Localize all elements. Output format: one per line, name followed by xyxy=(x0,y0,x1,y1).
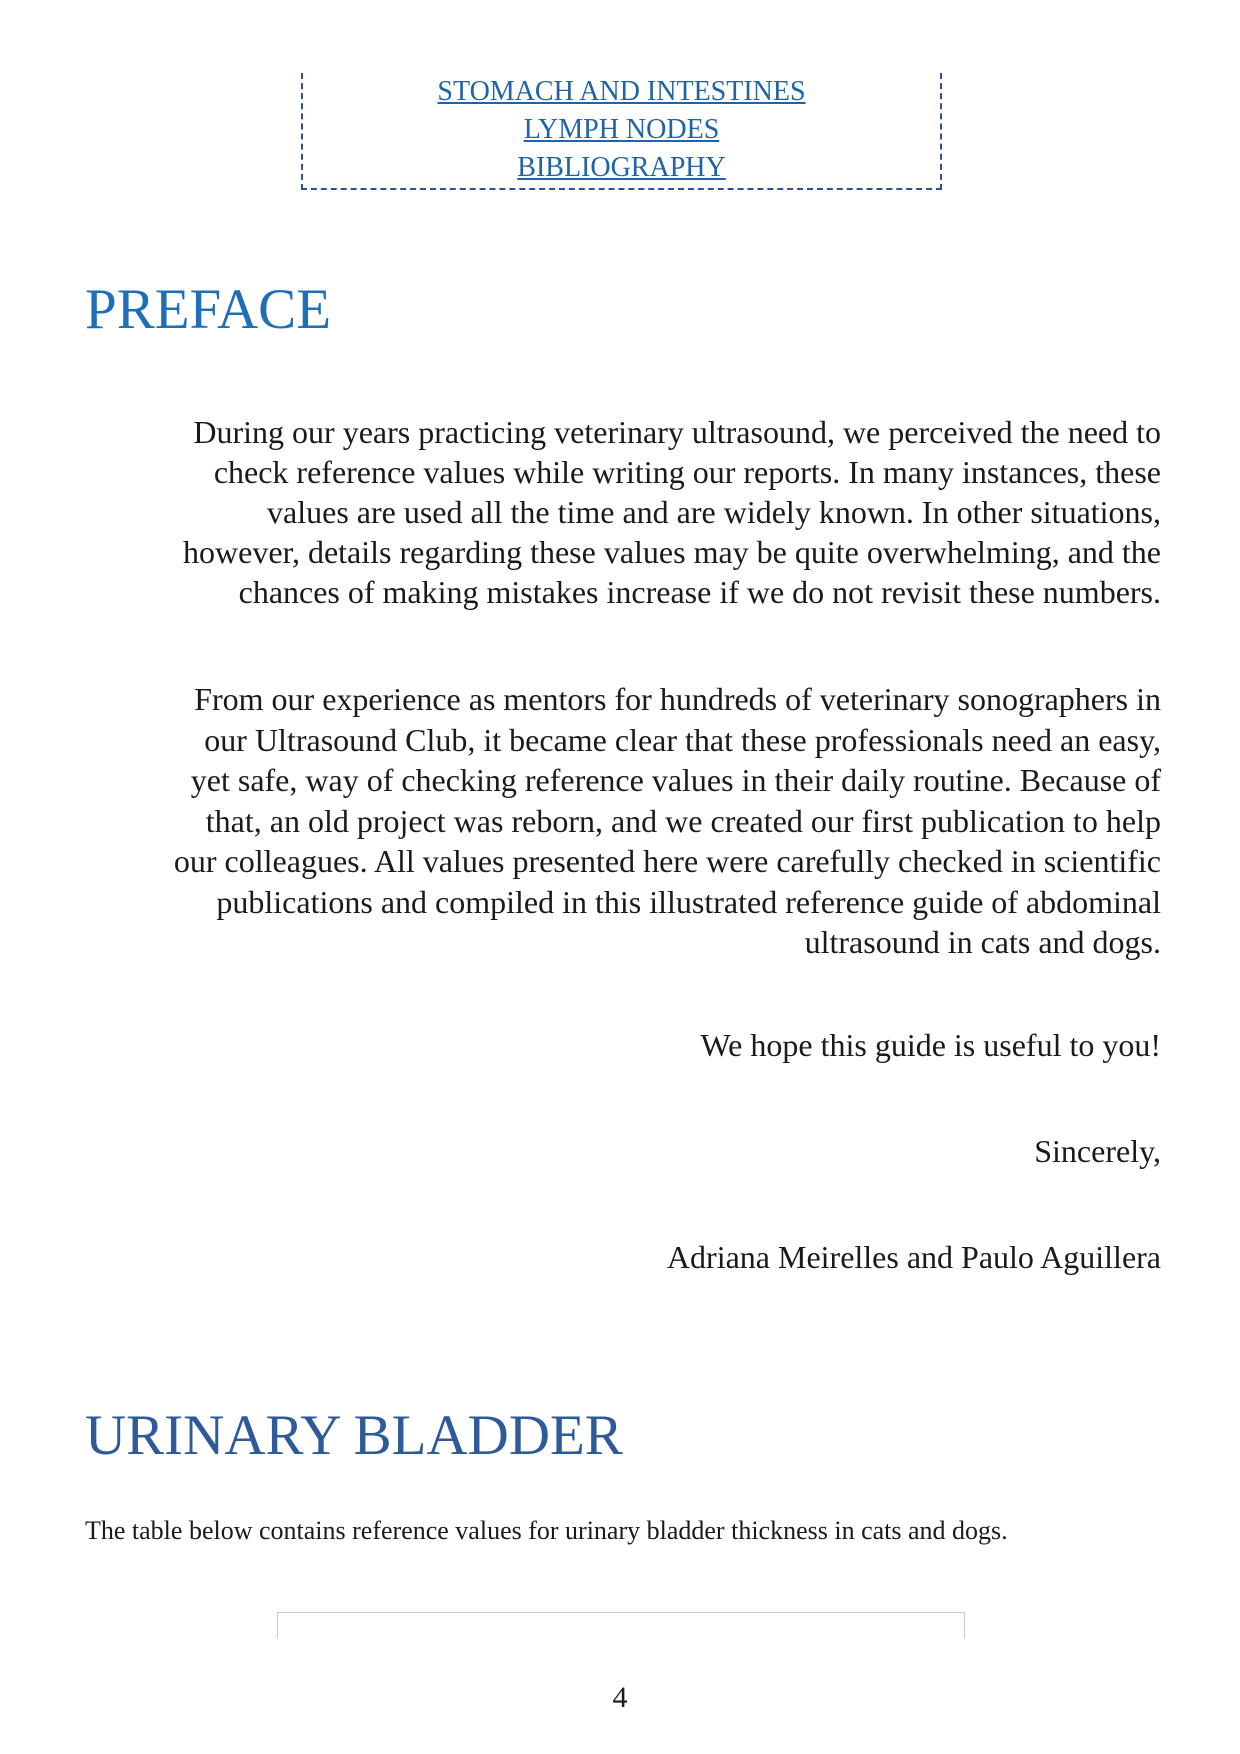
preface-p2-line-1: From our experience as mentors for hundreds of veterinary sonographers in xyxy=(194,681,1161,717)
preface-p1-line-1: During our years practicing veterinary ultrasound, we perceived the need to xyxy=(193,414,1161,450)
urinary-bladder-heading: URINARY BLADDER xyxy=(85,1404,623,1467)
preface-p1-line-4: however, details regarding these values may be quite overwhelming, and the xyxy=(183,534,1161,570)
urinary-bladder-intro: The table below contains reference values for urinary bladder thickness in cats and dogs. xyxy=(85,1516,1008,1545)
preface-p2-line-7: ultrasound in cats and dogs. xyxy=(804,924,1161,960)
authors-signature: Adriana Meirelles and Paulo Aguillera xyxy=(666,1239,1161,1275)
preface-heading: PREFACE xyxy=(85,278,332,341)
closing-salutation: Sincerely, xyxy=(1034,1133,1161,1169)
preface-paragraph-1 xyxy=(92,412,1161,612)
preface-p2-line-3: yet safe, way of checking reference values in their daily routine. Because of xyxy=(190,762,1161,798)
preface-p2-line-4: that, an old project was reborn, and we created our first publication to help xyxy=(205,802,1161,839)
closing-hope: We hope this guide is useful to you! xyxy=(700,1027,1161,1063)
toc-link-stomach-and-intestines[interactable]: STOMACH AND INTESTINES xyxy=(437,76,806,107)
toc-link-bibliography[interactable]: BIBLIOGRAPHY xyxy=(517,152,726,183)
preface-p1-line-2: check reference values while writing our reports. In many instances, these xyxy=(213,454,1161,490)
preface-p1-line-5: chances of making mistakes increase if we do not revisit these numbers. xyxy=(238,574,1161,610)
preface-p2-line-6: publications and compiled in this illustrated reference guide of abdominal xyxy=(216,883,1161,920)
preface-p2-line-5: our colleagues. All values presented here were carefully checked in scientific xyxy=(173,843,1161,879)
preface-paragraph-2 xyxy=(92,679,1161,963)
reference-table-top-edge xyxy=(277,1612,965,1638)
preface-p1-line-3: values are used all the time and are widely known. In other situations, xyxy=(267,494,1161,530)
page-number: 4 xyxy=(612,1681,628,1714)
preface-p2-line-2: our Ultrasound Club, it became clear that these professionals need an easy, xyxy=(204,721,1161,758)
toc-link-lymph-nodes[interactable]: LYMPH NODES xyxy=(523,114,720,145)
table-of-contents xyxy=(301,73,942,190)
